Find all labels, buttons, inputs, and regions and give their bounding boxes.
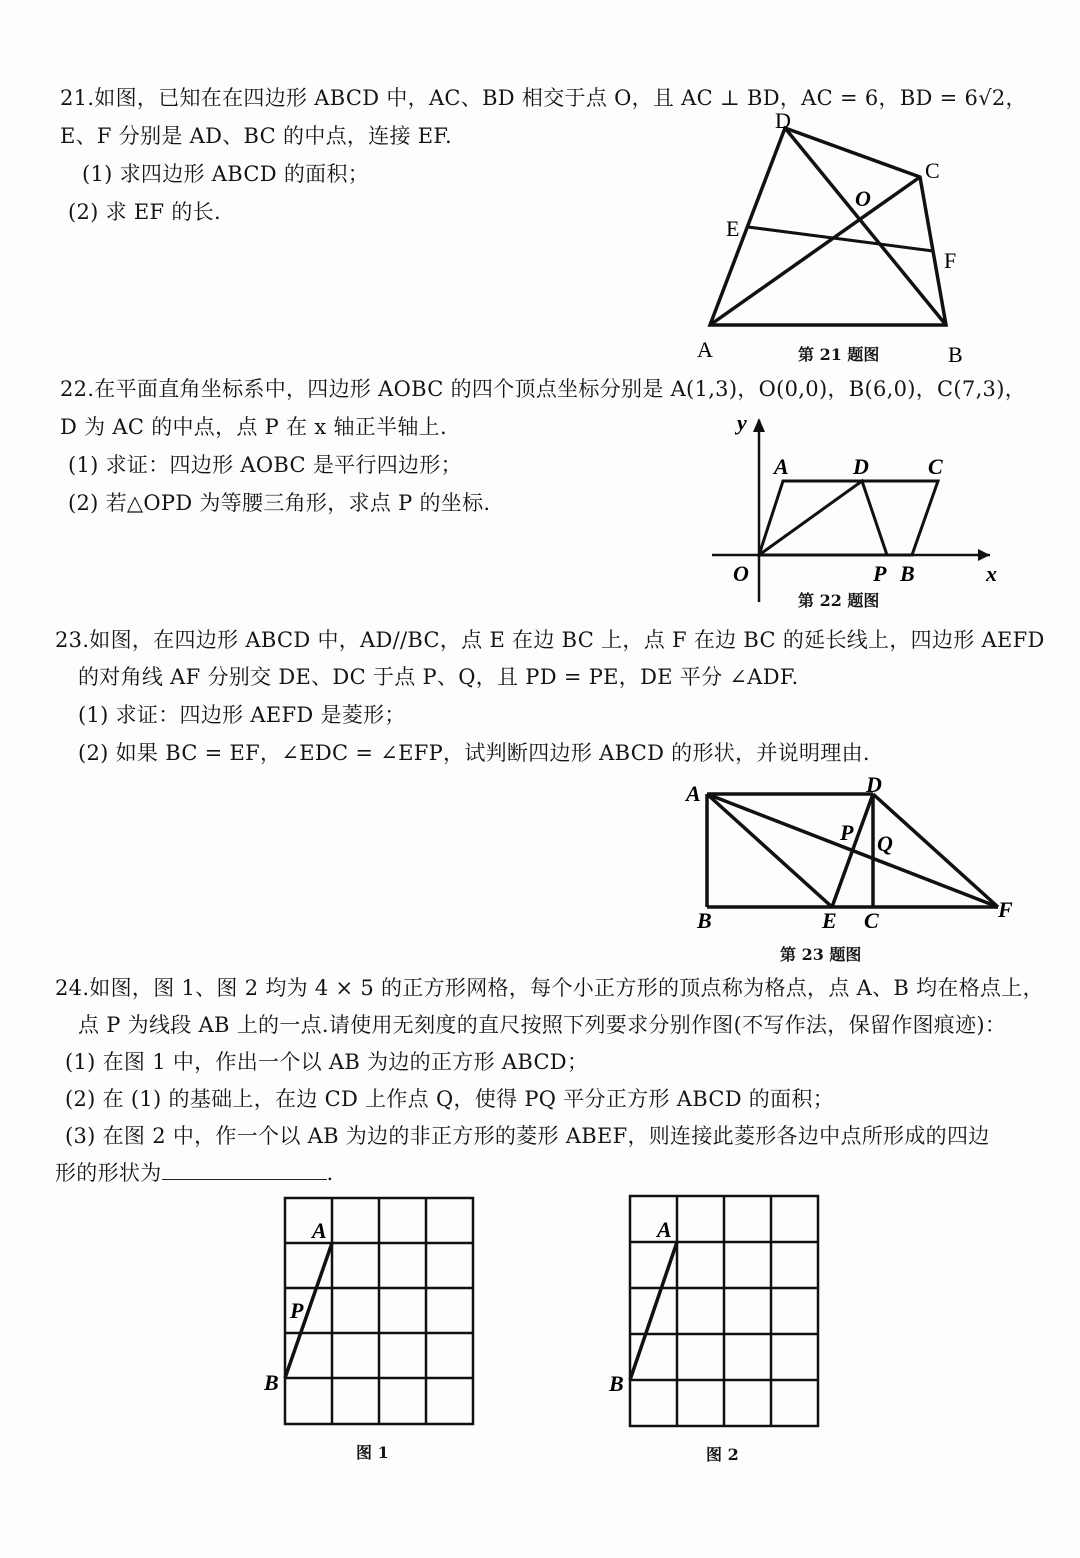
- q21-label-b: B: [948, 342, 963, 367]
- q23-label-q: Q: [877, 831, 893, 856]
- q24-fig1-label-p: P: [290, 1298, 304, 1323]
- q23-label-c: C: [864, 908, 879, 933]
- q24-part-3: (3) 在图 2 中，作一个以 AB 为边的非正方形的菱形 ABEF，则连接此菱形各边中点所形成的四边: [65, 1124, 990, 1148]
- q21-line-1: 21.如图，已知在在四边形 ABCD 中，AC、BD 相交于点 O，且 AC ⊥ BD，AC = 6，BD = 6√2，: [60, 86, 1027, 110]
- q23-part-1: (1) 求证：四边形 AEFD 是菱形；: [78, 703, 406, 727]
- q22-label-a: A: [774, 454, 789, 479]
- q23-figure-caption: 第 23 题图: [780, 945, 862, 964]
- q22-label-y: y: [737, 410, 747, 435]
- q24-line-2: 点 P 为线段 AB 上的一点.请使用无刻度的直尺按照下列要求分别作图(不写作法，保留作图痕迹)：: [78, 1013, 1007, 1037]
- q21-label-d: D: [775, 108, 791, 133]
- q22-part-2: (2) 若△OPD 为等腰三角形，求点 P 的坐标.: [68, 491, 491, 515]
- q23-line-1: 23.如图，在四边形 ABCD 中，AD//BC，点 E 在边 BC 上，点 F 在边 BC 的延长线上，四边形 AEFD: [55, 628, 1045, 652]
- q22-line-1: 22.在平面直角坐标系中，四边形 AOBC 的四个顶点坐标分别是 A(1,3)，O(0,0)，B(6,0)，C(7,3)，: [60, 377, 1027, 401]
- q24-line-6-text: 形的形状为: [55, 1161, 162, 1185]
- q21-part-2: (2) 求 EF 的长.: [68, 200, 221, 224]
- q23-label-f: F: [998, 897, 1013, 922]
- q21-figure-caption: 第 21 题图: [798, 345, 880, 364]
- q22-part-1: (1) 求证：四边形 AOBC 是平行四边形；: [68, 453, 462, 477]
- q23-label-a: A: [686, 781, 701, 806]
- q23-label-p: P: [840, 820, 854, 845]
- q24-fig2-segment-ab: [630, 1242, 677, 1380]
- q23-label-d: D: [866, 772, 882, 797]
- q21-line-2: E、F 分别是 AD、BC 的中点，连接 EF.: [60, 124, 452, 148]
- q24-part-1: (1) 在图 1 中，作出一个以 AB 为边的正方形 ABCD；: [65, 1050, 589, 1074]
- q22-label-c: C: [928, 454, 943, 479]
- q24-figure-2-caption: 图 2: [706, 1445, 739, 1464]
- q22-label-d: D: [853, 454, 869, 479]
- q21-part-1: (1) 求四边形 ABCD 的面积；: [82, 162, 370, 186]
- q22-label-o: O: [733, 561, 749, 586]
- q21-label-f: F: [944, 248, 957, 273]
- q24-fig2-label-b: B: [609, 1371, 624, 1396]
- q22-label-x: x: [986, 561, 997, 586]
- q24-figure-1-caption: 图 1: [356, 1443, 389, 1462]
- q24-part-2: (2) 在 (1) 的基础上，在边 CD 上作点 Q，使得 PQ 平分正方形 ABCD 的面积；: [65, 1087, 835, 1111]
- q24-fig2-label-a: A: [657, 1217, 672, 1242]
- q22-figure-caption: 第 22 题图: [798, 591, 880, 610]
- q21-label-c: C: [925, 158, 940, 183]
- q21-label-a: A: [697, 337, 713, 362]
- q23-line-2: 的对角线 AF 分别交 DE、DC 于点 P、Q，且 PD = PE，DE 平分 ∠ADF.: [78, 665, 799, 689]
- q21-label-e: E: [726, 216, 740, 241]
- q22-label-b: B: [900, 561, 915, 586]
- q23-label-b: B: [697, 908, 712, 933]
- q23-label-e: E: [822, 908, 837, 933]
- q23-part-2: (2) 如果 BC = EF，∠EDC = ∠EFP，试判断四边形 ABCD 的形状，并说明理由.: [78, 741, 870, 765]
- q22-line-2: D 为 AC 的中点，点 P 在 x 轴正半轴上.: [60, 415, 447, 439]
- q24-fig1-label-a: A: [312, 1218, 327, 1243]
- q24-line-6-end: .: [326, 1161, 334, 1185]
- q24-line-1: 24.如图，图 1、图 2 均为 4 × 5 的正方形网格，每个小正方形的顶点称为格点，点 A、B 均在格点上，: [55, 976, 1044, 1000]
- q22-label-p: P: [873, 561, 887, 586]
- q24-fig1-label-b: B: [264, 1370, 279, 1395]
- q21-label-o: O: [855, 186, 871, 211]
